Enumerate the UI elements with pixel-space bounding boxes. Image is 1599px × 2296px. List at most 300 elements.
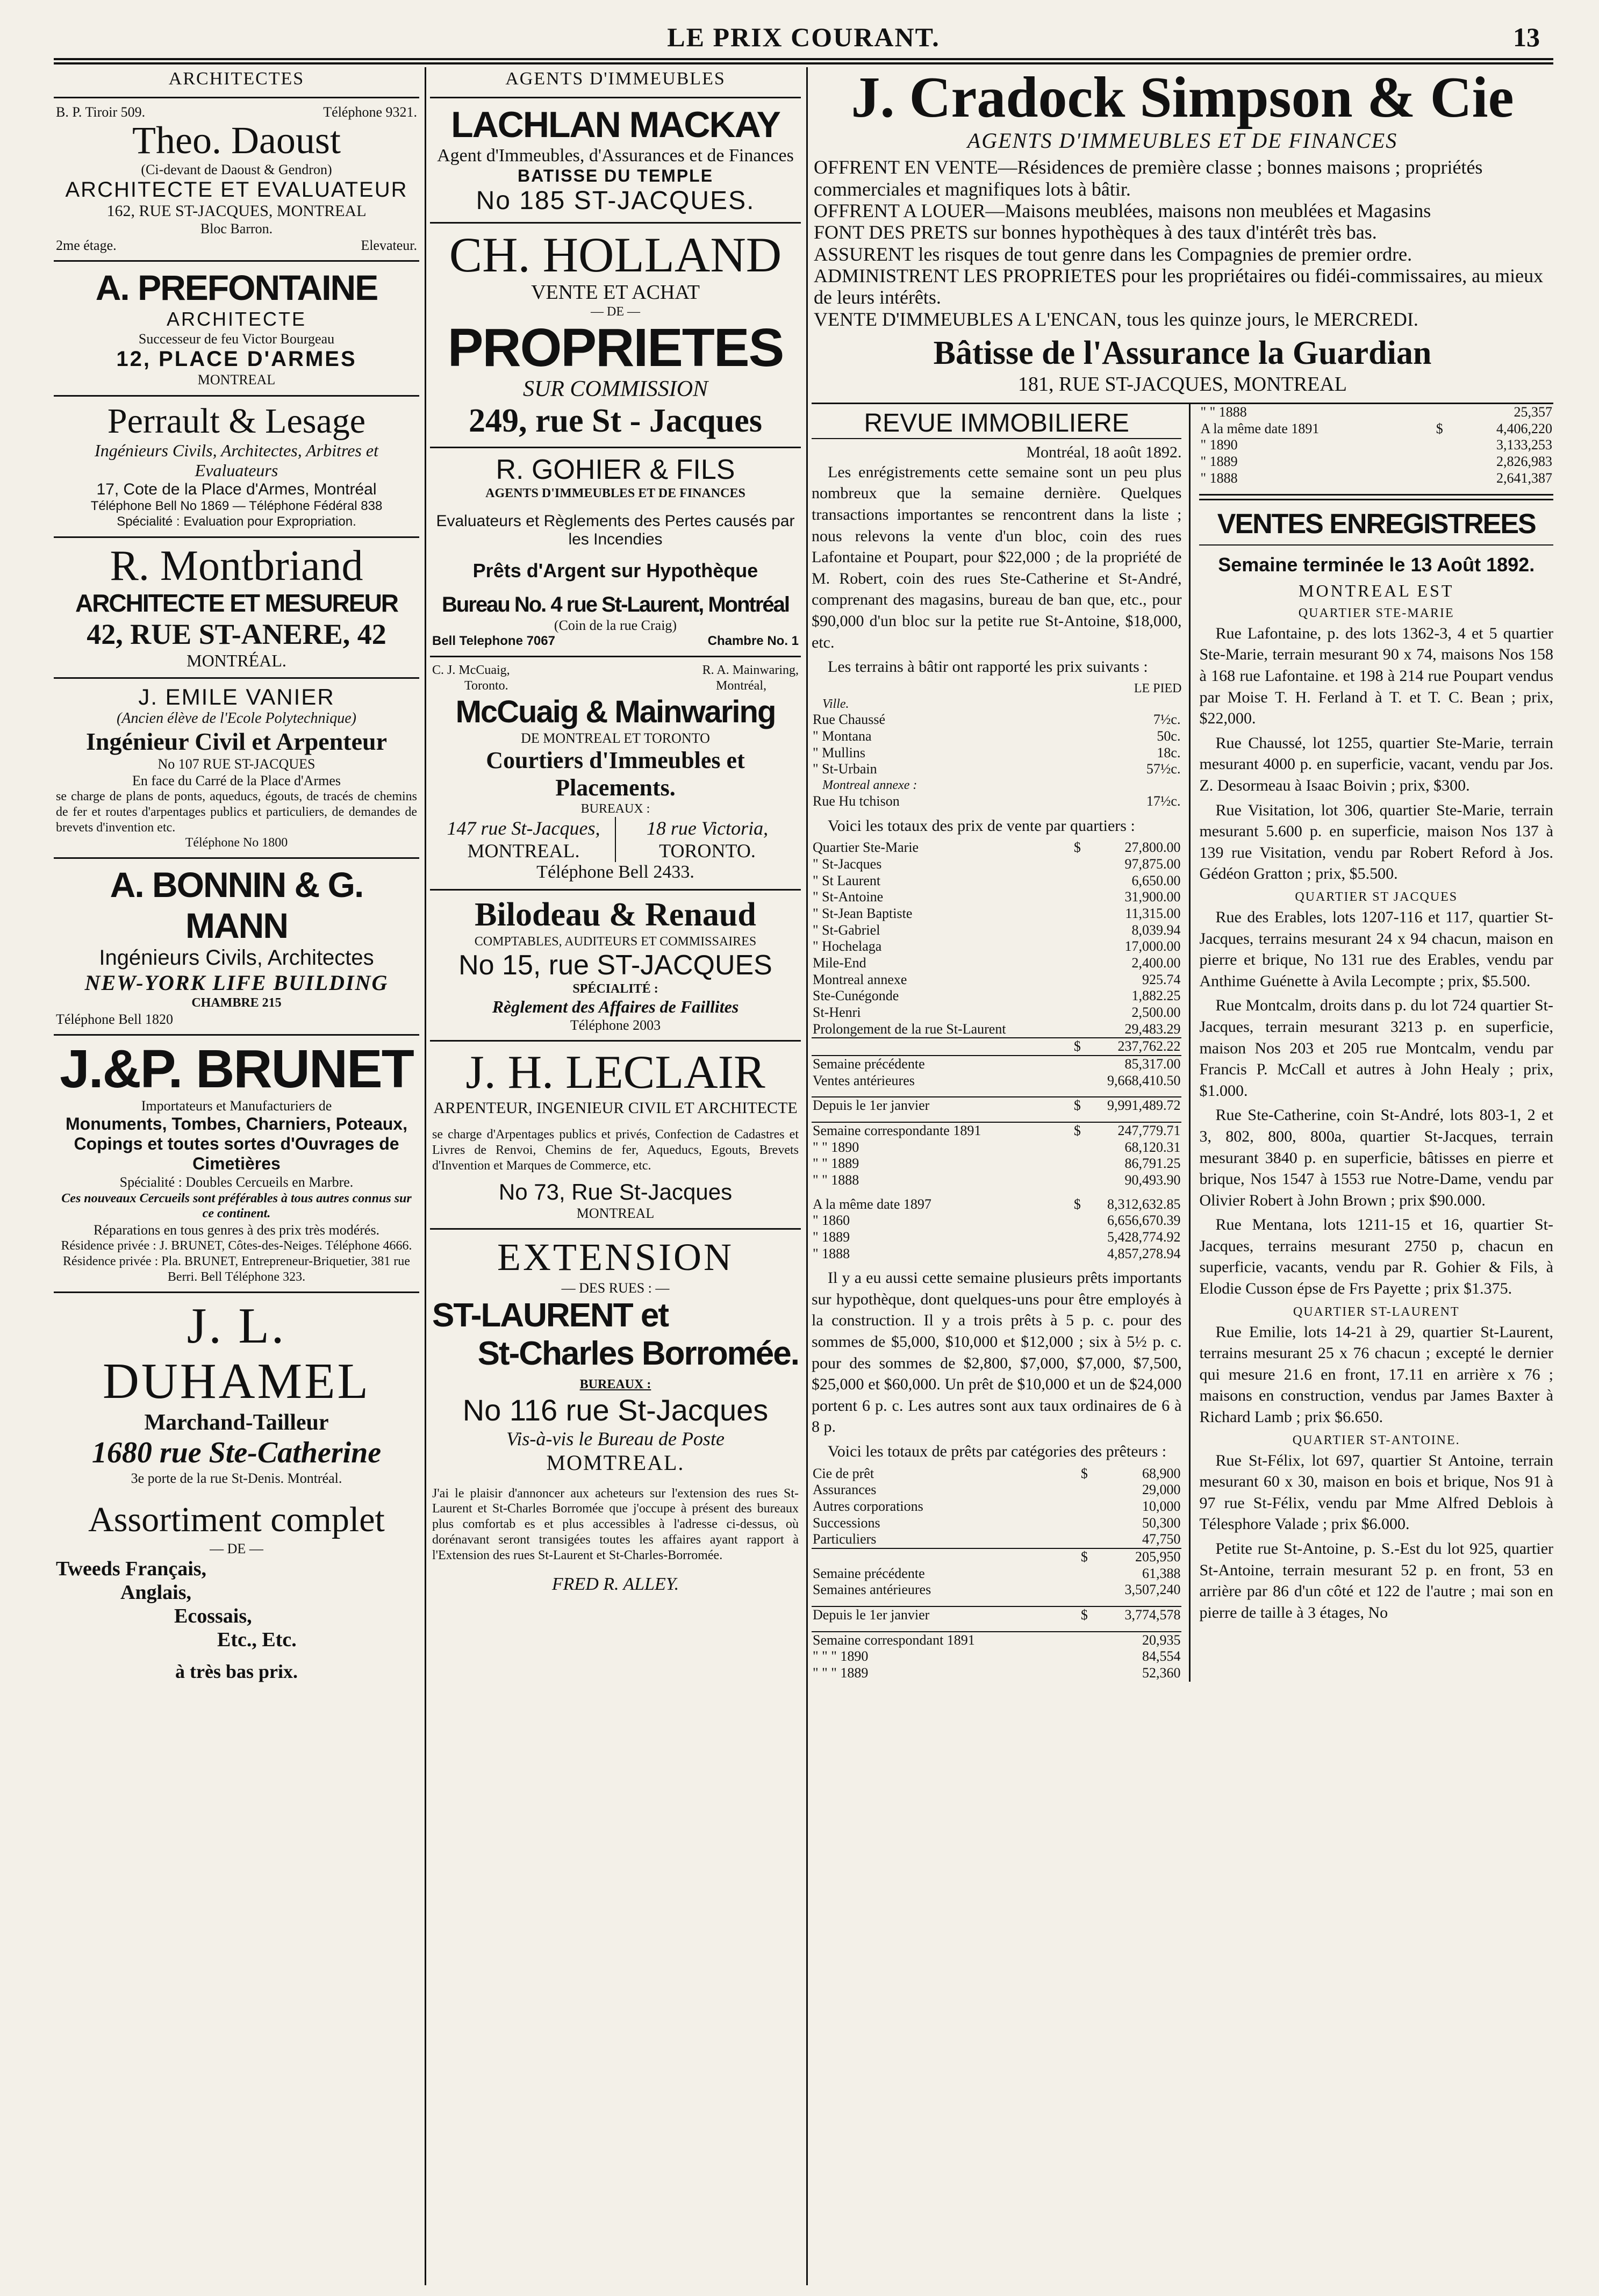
row-label: Mile-End — [813, 955, 866, 971]
profession: Courtiers d'Immeubles et Placements. — [486, 747, 745, 801]
amount: 20,935 — [1089, 1632, 1182, 1649]
sale-entry: Rue Montcalm, droits dans p. du lot 724 quartier St-Jacques, terrain mesurant 3213 p. en superficie, maison Nos 203 et 205 rue Montcalm, vendu par Francis P. McCall et autres à John Healy ; prix, $1.000. — [1199, 996, 1553, 1100]
page-number: 13 — [1513, 22, 1540, 52]
table-row — [812, 793, 1181, 810]
paragraph: Voici les totaux de prêts par catégories des prêteurs : — [828, 1443, 1167, 1461]
currency — [1074, 1648, 1089, 1665]
profession: Ingénieurs Civils, Architectes, Arbitres et Evaluateurs — [95, 441, 378, 480]
services-list — [814, 156, 1551, 330]
table-row — [812, 1021, 1181, 1038]
service-line: OFFRENT EN VENTE—Résidences de première classe ; bonnes maisons ; propriétés commerciales et magnifiques lots à bâtir. — [814, 156, 1483, 200]
currency — [1074, 1482, 1089, 1498]
table-row — [812, 1139, 1181, 1156]
table-row — [812, 1196, 1181, 1213]
table-row — [812, 1466, 1181, 1482]
de: — DE — — [210, 1540, 263, 1556]
row-label: Depuis le 1er janvier — [812, 1606, 1074, 1624]
office-city: TORONTO. — [659, 840, 756, 862]
row-label: " " 1889 — [813, 1156, 859, 1172]
address: 162, RUE ST-JACQUES, MONTREAL — [106, 202, 367, 220]
po-box: B. P. Tiroir 509. — [56, 104, 146, 120]
note: Ces nouveaux Cercueils sont préférables à tous autres connus sur ce continent. — [61, 1191, 412, 1221]
amount: 50,300 — [1142, 1515, 1181, 1531]
building: NEW-YORK LIFE BUILDING — [84, 971, 389, 995]
building: BATISSE DU TEMPLE — [517, 166, 714, 185]
amount: 3,774,578 — [1089, 1606, 1182, 1624]
table-row — [812, 1122, 1181, 1139]
room: CHAMBRE 215 — [191, 996, 282, 1010]
ad-duhamel — [54, 1293, 419, 1689]
amount: 10,000 — [1142, 1498, 1181, 1514]
table-row — [812, 889, 1181, 906]
offices-label: BUREAUX : — [580, 801, 650, 816]
table-row — [812, 1498, 1181, 1515]
currency — [1427, 437, 1444, 454]
table-row — [812, 1665, 1181, 1682]
table-row — [812, 856, 1181, 873]
row-label: Montreal annexe — [813, 971, 907, 987]
building: Bloc Barron. — [200, 220, 273, 236]
services: se charge de plans de ponts, aqueducs, égouts, de tracés de chemins de fer et routes d'arpentages publics et particuliers, de demandes de brevets d'invention etc. — [56, 790, 417, 835]
column-real-estate — [812, 67, 1553, 2285]
table-row — [812, 840, 1181, 856]
row-label: " " 1888 — [813, 1172, 859, 1188]
ventes-enregistrees — [1191, 404, 1553, 1682]
paragraph: Les terrains à bâtir ont rapporté les prix suivants : — [828, 658, 1148, 676]
amount: 11,315.00 — [1125, 905, 1181, 921]
currency — [1070, 988, 1081, 1004]
room: Chambre No. 1 — [707, 634, 799, 649]
announcement: J'ai le plaisir d'annoncer aux acheteurs sur l'extension des rues St-Laurent et St-Charles Borromée que j'occupe à présent des bureaux plus comfortab es et plus accessibles à l'adresse ci-dessus, où dorénavant seront transigées toutes les affaires ayant rapport à l'Extension des rues St-Laurent et St-Charles-Borromée. — [432, 1486, 799, 1562]
page-header — [51, 21, 1556, 58]
office-address: 18 rue Victoria, — [646, 817, 769, 839]
row-label: Successions — [813, 1515, 880, 1531]
ward-sales — [1199, 907, 1553, 1300]
street: Rue Hu tchison — [813, 793, 900, 809]
currency — [1074, 1582, 1089, 1598]
date: Montréal, 18 août 1892. — [1026, 443, 1182, 461]
street: " Montana — [813, 728, 872, 744]
advertiser-name: J. H. LECLAIR — [465, 1046, 765, 1099]
street: St-Charles Borromée. — [477, 1334, 799, 1372]
amount: 97,875.00 — [1124, 856, 1181, 872]
table-row — [812, 1648, 1181, 1665]
address: 17, Cote de la Place d'Armes, Montréal — [96, 480, 377, 499]
sale-entry: Rue Lafontaine, p. des lots 1362-3, 4 et 5 quartier Ste-Marie, terrain mesurant 90 x 74, maisons Nos 158 à 168 rue Lafontaine. et 198 à 214 rue Poupart vendus par Moise T. H. Ferland à T. et T. C. Bean ; prix, $22,000. — [1199, 624, 1553, 728]
price: 50c. — [1157, 728, 1181, 744]
specialty: Spécialité : Evaluation pour Expropriation. — [117, 514, 356, 529]
advertiser-name: Perrault & Lesage — [107, 401, 366, 441]
city: MONTREAL — [197, 372, 276, 388]
currency — [1070, 1056, 1081, 1073]
currency — [1074, 1498, 1089, 1515]
profession: AGENTS D'IMMEUBLES ET DE FINANCES — [967, 128, 1398, 153]
table-row — [812, 1632, 1181, 1649]
subheading: Ville. — [822, 697, 849, 711]
office: Bureau No. 4 rue St-Laurent, Montréal — [441, 592, 790, 616]
ward-heading: QUARTIER ST JACQUES — [1295, 889, 1458, 904]
assortment: Assortiment complet — [88, 1499, 385, 1539]
currency: $ — [1070, 1097, 1081, 1114]
partner: C. J. McCuaig, — [432, 663, 510, 677]
table-row — [812, 1212, 1181, 1229]
paragraph: Voici les totaux des prix de vente par quartiers : — [828, 816, 1135, 835]
advertiser-name: J. EMILE VANIER — [138, 684, 335, 709]
loans: Prêts d'Argent sur Hypothèque — [472, 559, 758, 582]
telephone: Téléphone 9321. — [323, 104, 417, 120]
heading-architectes: ARCHITECTES — [168, 69, 305, 89]
address: No 185 ST-JACQUES. — [476, 186, 755, 215]
profession: Marchand-Tailleur — [144, 1410, 329, 1435]
partner-city: Toronto. — [464, 678, 508, 693]
profession: ARCHITECTE — [166, 308, 306, 331]
currency — [1070, 873, 1081, 889]
row-label: Ventes antérieures — [813, 1072, 915, 1088]
header-rule — [54, 62, 1553, 64]
amount: 8,039.94 — [1131, 922, 1181, 938]
ad-cradock-simpson — [812, 67, 1553, 404]
currency: $ — [1080, 1465, 1088, 1481]
row-label: Cie de prêt — [813, 1465, 874, 1481]
table-row — [812, 1038, 1181, 1056]
section-heading — [430, 67, 801, 98]
location: DE MONTREAL ET TORONTO — [521, 730, 710, 746]
currency: $ — [1073, 840, 1081, 856]
advertiser-name: McCuaig & Mainwaring — [455, 694, 776, 729]
ad-mackay — [430, 98, 801, 224]
address: No 73, Rue St-Jacques — [498, 1179, 733, 1204]
amount: 2,400.00 — [1131, 955, 1181, 971]
partner: R. A. Mainwaring, — [702, 663, 799, 677]
currency — [1070, 922, 1081, 939]
row-label: " " 1888 — [1200, 404, 1247, 420]
location: Vis-à-vis le Bureau de Poste — [506, 1427, 725, 1450]
spacer-row — [812, 1624, 1181, 1632]
spacer-row — [812, 1189, 1181, 1196]
telephone: Téléphone Bell No 1869 — Téléphone Fédéral 838 — [90, 499, 383, 514]
location: 3e porte de la rue St-Denis. Montréal. — [131, 1470, 342, 1486]
profession: ARCHITECTE ET MESUREUR — [75, 589, 398, 617]
ad-gohier — [430, 448, 801, 657]
header-rule — [54, 58, 1553, 60]
commission: SUR COMMISSION — [522, 377, 708, 402]
currency — [1427, 470, 1444, 487]
ad-montbriand — [54, 538, 419, 679]
amount: 9,991,489.72 — [1082, 1097, 1182, 1114]
spacer-row — [812, 1114, 1181, 1122]
table-row — [1199, 437, 1553, 454]
ward-sales — [1199, 1322, 1553, 1428]
currency — [1074, 1665, 1089, 1682]
amount: 4,857,278.94 — [1107, 1245, 1181, 1261]
heading-agents: AGENTS D'IMMEUBLES — [505, 69, 726, 89]
residence: Résidence privée : Pla. BRUNET, Entrepreneur-Briquetier, 381 rue Berri. Bell Téléphone 323. — [63, 1254, 410, 1284]
amount: 247,779.71 — [1082, 1122, 1182, 1139]
table-row — [812, 1056, 1181, 1073]
floor: 2me étage. — [56, 237, 117, 253]
amount: 2,826,983 — [1496, 453, 1552, 469]
advertiser-name: A. PREFONTAINE — [95, 268, 378, 308]
table-row — [1199, 470, 1553, 487]
currency — [1074, 1531, 1089, 1548]
row-label: A la même date 1897 — [813, 1196, 931, 1212]
ad-mccuaig — [430, 657, 801, 891]
advertiser-name: R. Montbriand — [110, 542, 363, 590]
row-label: Semaine précédente — [812, 1056, 1070, 1073]
row-label: " St-Antoine — [813, 889, 884, 905]
currency — [1427, 454, 1444, 470]
address: 181, RUE ST-JACQUES, MONTREAL — [1018, 372, 1347, 396]
amount: 17,000.00 — [1124, 938, 1181, 955]
currency — [1070, 1229, 1081, 1246]
currency: $ — [1074, 1548, 1089, 1566]
column-divider — [425, 67, 426, 2285]
street: " Mullins — [813, 744, 866, 760]
row-label: Ste-Cunégonde — [813, 988, 899, 1004]
ward-sales — [1199, 623, 1553, 885]
table-row — [812, 745, 1181, 762]
table-row — [812, 1482, 1181, 1498]
ad-brunet — [54, 1036, 419, 1293]
table-row — [812, 1606, 1181, 1624]
row-label: Assurances — [813, 1482, 877, 1498]
currency — [1074, 1632, 1089, 1649]
ad-bilodeau — [430, 891, 801, 1042]
amount: 84,554 — [1142, 1648, 1181, 1664]
amount: 90,493.90 — [1124, 1172, 1181, 1188]
telephone: Téléphone Bell 2433. — [536, 862, 694, 882]
telephone: Bell Telephone 7067 — [432, 634, 555, 649]
amount: 5,428,774.92 — [1107, 1229, 1181, 1245]
row-label: Semaine précédente — [813, 1565, 925, 1581]
address: 249, rue St - Jacques — [469, 403, 762, 440]
ad-extension — [430, 1230, 801, 1601]
ad-prefontaine — [54, 262, 419, 396]
amount: 3,507,240 — [1124, 1582, 1181, 1598]
row-label — [812, 1038, 1070, 1056]
section-title: REVUE IMMOBILIERE — [812, 408, 1181, 439]
table-row — [812, 1097, 1181, 1114]
advertiser-name: CH. HOLLAND — [449, 227, 782, 282]
amount: 25,357 — [1514, 404, 1552, 420]
service-line: OFFRENT A LOUER—Maisons meublées, maisons non meublées et Magasins — [814, 200, 1431, 222]
column-agents — [430, 67, 801, 2285]
table-row — [1199, 454, 1553, 470]
amount: 85,317.00 — [1082, 1056, 1182, 1073]
row-label: " 1860 — [813, 1212, 850, 1229]
row-label: " " " 1890 — [813, 1648, 869, 1664]
table-row — [812, 1246, 1181, 1262]
amount: 29,000 — [1142, 1482, 1181, 1498]
tweeds: Ecossais, — [174, 1604, 252, 1627]
row-label: " 1889 — [813, 1229, 850, 1245]
currency: $ — [1070, 1122, 1081, 1139]
ad-daoust — [54, 98, 419, 262]
residence: Résidence privée : J. BRUNET, Côtes-des-Neiges. Téléphone 4666. — [61, 1239, 412, 1253]
table-row — [812, 1004, 1181, 1021]
page-title: LE PRIX COURANT. — [667, 22, 940, 52]
subheading: Montreal annexe : — [822, 778, 917, 793]
row-label: St-Henri — [813, 1004, 861, 1020]
corner: (Coin de la rue Craig) — [554, 617, 677, 633]
description: Importateurs et Manufacturiers de — [141, 1098, 332, 1114]
row-label: " 1889 — [1200, 453, 1238, 469]
address: No 107 RUE ST-JACQUES — [157, 756, 316, 772]
table-row — [812, 1515, 1181, 1532]
address: No 15, rue ST-JACQUES — [458, 950, 772, 981]
row-label: Particuliers — [813, 1531, 877, 1547]
amount: 205,950 — [1089, 1548, 1182, 1566]
row-label: A la même date 1891 — [1200, 420, 1320, 436]
currency: $ — [1436, 420, 1443, 436]
repairs: Réparations en tous genres à des prix très modérés. — [93, 1222, 380, 1238]
currency — [1070, 906, 1081, 922]
currency — [1074, 1515, 1089, 1532]
vente-achat: VENTE ET ACHAT — [531, 281, 700, 304]
service-line: ASSURENT les risques de tout genre dans les Compagnies de premier ordre. — [814, 243, 1412, 265]
ad-perrault-lesage — [54, 397, 419, 538]
table-row — [812, 1172, 1181, 1189]
office-address: 147 rue St-Jacques, — [447, 817, 600, 839]
currency: $ — [1070, 1038, 1081, 1056]
currency — [1070, 1156, 1081, 1172]
row-label: " St-Jacques — [813, 856, 882, 872]
specialty-label: SPÉCIALITÉ : — [572, 982, 658, 996]
revue-immobiliere — [812, 404, 1191, 1682]
profession: AGENTS D'IMMEUBLES ET DE FINANCES — [485, 486, 745, 501]
sale-entry: Rue Chaussé, lot 1255, quartier Ste-Marie, terrain mesurant 4000 p. en superficie, vacant, vendu par Jos. Z. Desormeau à Isaac Boivin ; prix, $300. — [1199, 734, 1553, 794]
row-label: Semaines antérieures — [813, 1582, 931, 1598]
table-row — [1199, 421, 1553, 437]
successor: Successeur de feu Victor Bourgeau — [138, 331, 335, 347]
table-row — [812, 1156, 1181, 1172]
currency — [1070, 889, 1081, 906]
advertiser-name: Bilodeau & Renaud — [475, 896, 756, 933]
amount: 925.74 — [1142, 971, 1181, 987]
ad-leclair — [430, 1042, 801, 1229]
ad-vanier — [54, 679, 419, 859]
currency — [1070, 938, 1081, 955]
section-heading — [54, 67, 419, 98]
table-row — [812, 873, 1181, 889]
currency — [1070, 856, 1081, 873]
sale-entry: Rue Visitation, lot 306, quartier Ste-Marie, terrain mesurant 5.600 p. en superficie, maison Nos 137 à 139 rue Visitation, vendu par Robert Reford à Jos. Gédéon Gratton ; prix, $5.500. — [1199, 801, 1553, 883]
amount: 29,483.29 — [1124, 1021, 1181, 1037]
section-title: VENTES ENREGISTREES — [1217, 508, 1536, 540]
price: 17½c. — [1146, 793, 1181, 809]
street: Rue Chaussé — [813, 712, 886, 728]
price-note: à très bas prix. — [175, 1660, 298, 1682]
city: MOMTREAL. — [546, 1450, 685, 1475]
advertiser-name: Theo. Daoust — [132, 118, 341, 162]
table-row — [812, 922, 1181, 939]
price: 57½c. — [1146, 761, 1181, 777]
table-row — [812, 988, 1181, 1004]
table-row — [812, 728, 1181, 745]
row-label: " 1888 — [813, 1245, 850, 1261]
address: 1680 rue Ste-Catherine — [91, 1436, 382, 1469]
amount: 8,312,632.85 — [1107, 1196, 1181, 1212]
unit-label: LE PIED — [1134, 681, 1182, 695]
column-architects — [54, 67, 419, 2285]
table-row — [1199, 404, 1553, 421]
amount: 4,406,220 — [1496, 420, 1552, 436]
advertiser-name: LACHLAN MACKAY — [451, 104, 780, 145]
currency — [1070, 955, 1081, 972]
city: MONTRÉAL. — [187, 650, 286, 670]
row-label: Depuis le 1er janvier — [812, 1097, 1070, 1114]
ward-heading: QUARTIER ST-ANTOINE. — [1292, 1433, 1460, 1447]
street: " St-Urbain — [813, 761, 877, 777]
divider — [1199, 544, 1553, 546]
building: Bâtisse de l'Assurance la Guardian — [933, 334, 1432, 371]
currency — [1427, 404, 1444, 421]
amount: 68,900 — [1142, 1465, 1181, 1481]
amount: 6,656,670.39 — [1107, 1212, 1181, 1229]
office-city: MONTREAL. — [467, 840, 580, 862]
price: 7½c. — [1153, 712, 1181, 728]
row-label: " St-Gabriel — [813, 922, 880, 938]
paragraph: Les enrégistrements cette semaine sont un peu plus nombreux que la semaine dernière. Quelques transactions importantes se rencontrent dans la liste ; nous relevons la vente d'un bloc, coin des rues Lafontaine et Poupart, pour $22,000 ; de la propriété de M. Robert, coin des rues Ste-Catherine et St-André, comprenant des magasins, bureau de ban que, etc., pour $90,000 d'un bloc sur la petite rue St-Antoine, $18,000, etc. — [812, 463, 1182, 651]
elevator: Elevateur. — [361, 237, 417, 253]
products: Monuments, Tombes, Charniers, Poteaux, Copings et toutes sortes d'Ouvrages de Cimetières — [66, 1114, 407, 1174]
proprietes: PROPRIETES — [447, 318, 784, 378]
amount: 237,762.22 — [1082, 1038, 1182, 1056]
row-label: Semaine correspondant 1891 — [812, 1632, 1074, 1649]
amount: 3,133,253 — [1496, 437, 1552, 453]
ward-sales — [1199, 1450, 1553, 1624]
ward-heading: QUARTIER ST-LAURENT — [1293, 1304, 1460, 1319]
row-label — [812, 1548, 1074, 1566]
row-label: " 1890 — [1200, 437, 1238, 453]
currency — [1070, 1212, 1081, 1229]
ward-heading: QUARTIER STE-MARIE — [1298, 606, 1454, 620]
spacer-row — [812, 1598, 1181, 1606]
address: No 116 rue St-Jacques — [462, 1393, 769, 1427]
table-row — [812, 1073, 1181, 1089]
telephone: Téléphone No 1800 — [185, 836, 288, 850]
service-line: ADMINISTRENT LES PROPRIETES pour les propriétaires ou fidéi-commissaires, au mieux de leurs intérêts. — [814, 264, 1544, 308]
divider — [1199, 494, 1553, 500]
currency: $ — [1073, 1196, 1081, 1212]
row-label: " St Laurent — [813, 872, 881, 888]
district: MONTREAL EST — [1299, 580, 1454, 600]
row-label: Autres corporations — [813, 1498, 923, 1514]
service-line: FONT DES PRETS sur bonnes hypothèques à des taux d'intérêt très bas. — [814, 221, 1377, 243]
address: 42, RUE ST-ANERE, 42 — [87, 618, 386, 650]
row-label: " St-Jean Baptiste — [813, 905, 913, 921]
profession: Agent d'Immeubles, d'Assurances et de Finances — [437, 145, 794, 166]
amount: 31,900.00 — [1124, 889, 1181, 905]
land-prices-table — [812, 712, 1181, 778]
partner-city: Montréal, — [716, 678, 766, 693]
row-label: Prolongement de la rue St-Laurent — [813, 1021, 1006, 1037]
currency — [1070, 1004, 1081, 1021]
sale-entry: Rue Mentana, lots 1211-15 et 16, quartier St-Jacques, terrains mesurant 2750 p, chacun en superficie, vacants, vendu par R. Gohier & Fils, à Elodie Cusson épse de Frs Payette ; prix $1.375. — [1199, 1216, 1553, 1298]
profession: COMPTABLES, AUDITEURS ET COMMISSAIRES — [474, 934, 757, 949]
credential: (Ancien élève de l'Ecole Polytechnique) — [117, 709, 356, 727]
currency — [1070, 1021, 1081, 1038]
services: se charge d'Arpentages publics et privés, Confection de Cadastres et Livres de Renvoi, Chemins de fer, Aqueducs, Egouts, Brevets d'Invention et Marques de Commerce, etc. — [432, 1128, 799, 1173]
table-row — [812, 1229, 1181, 1246]
column-divider — [806, 67, 808, 2285]
sale-entry: Rue Ste-Catherine, coin St-André, lots 803-1, 2 et 3, 802, 800, 800a, quartier St-Jacques, terrain mesurant 3840 p. en superficie, bâtisses en pierre et brique, Nos 1547 à 1553 rue Notre-Dame, vendu par Olivier Robert à John Brown ; prix $90.000. — [1199, 1106, 1553, 1209]
currency: $ — [1074, 1606, 1089, 1624]
sales-by-ward-table — [812, 840, 1181, 1262]
amount: 61,388 — [1142, 1565, 1181, 1581]
advertiser-name: J. Cradock Simpson & Cie — [851, 67, 1514, 130]
signature: FRED R. ALLEY. — [551, 1574, 679, 1594]
